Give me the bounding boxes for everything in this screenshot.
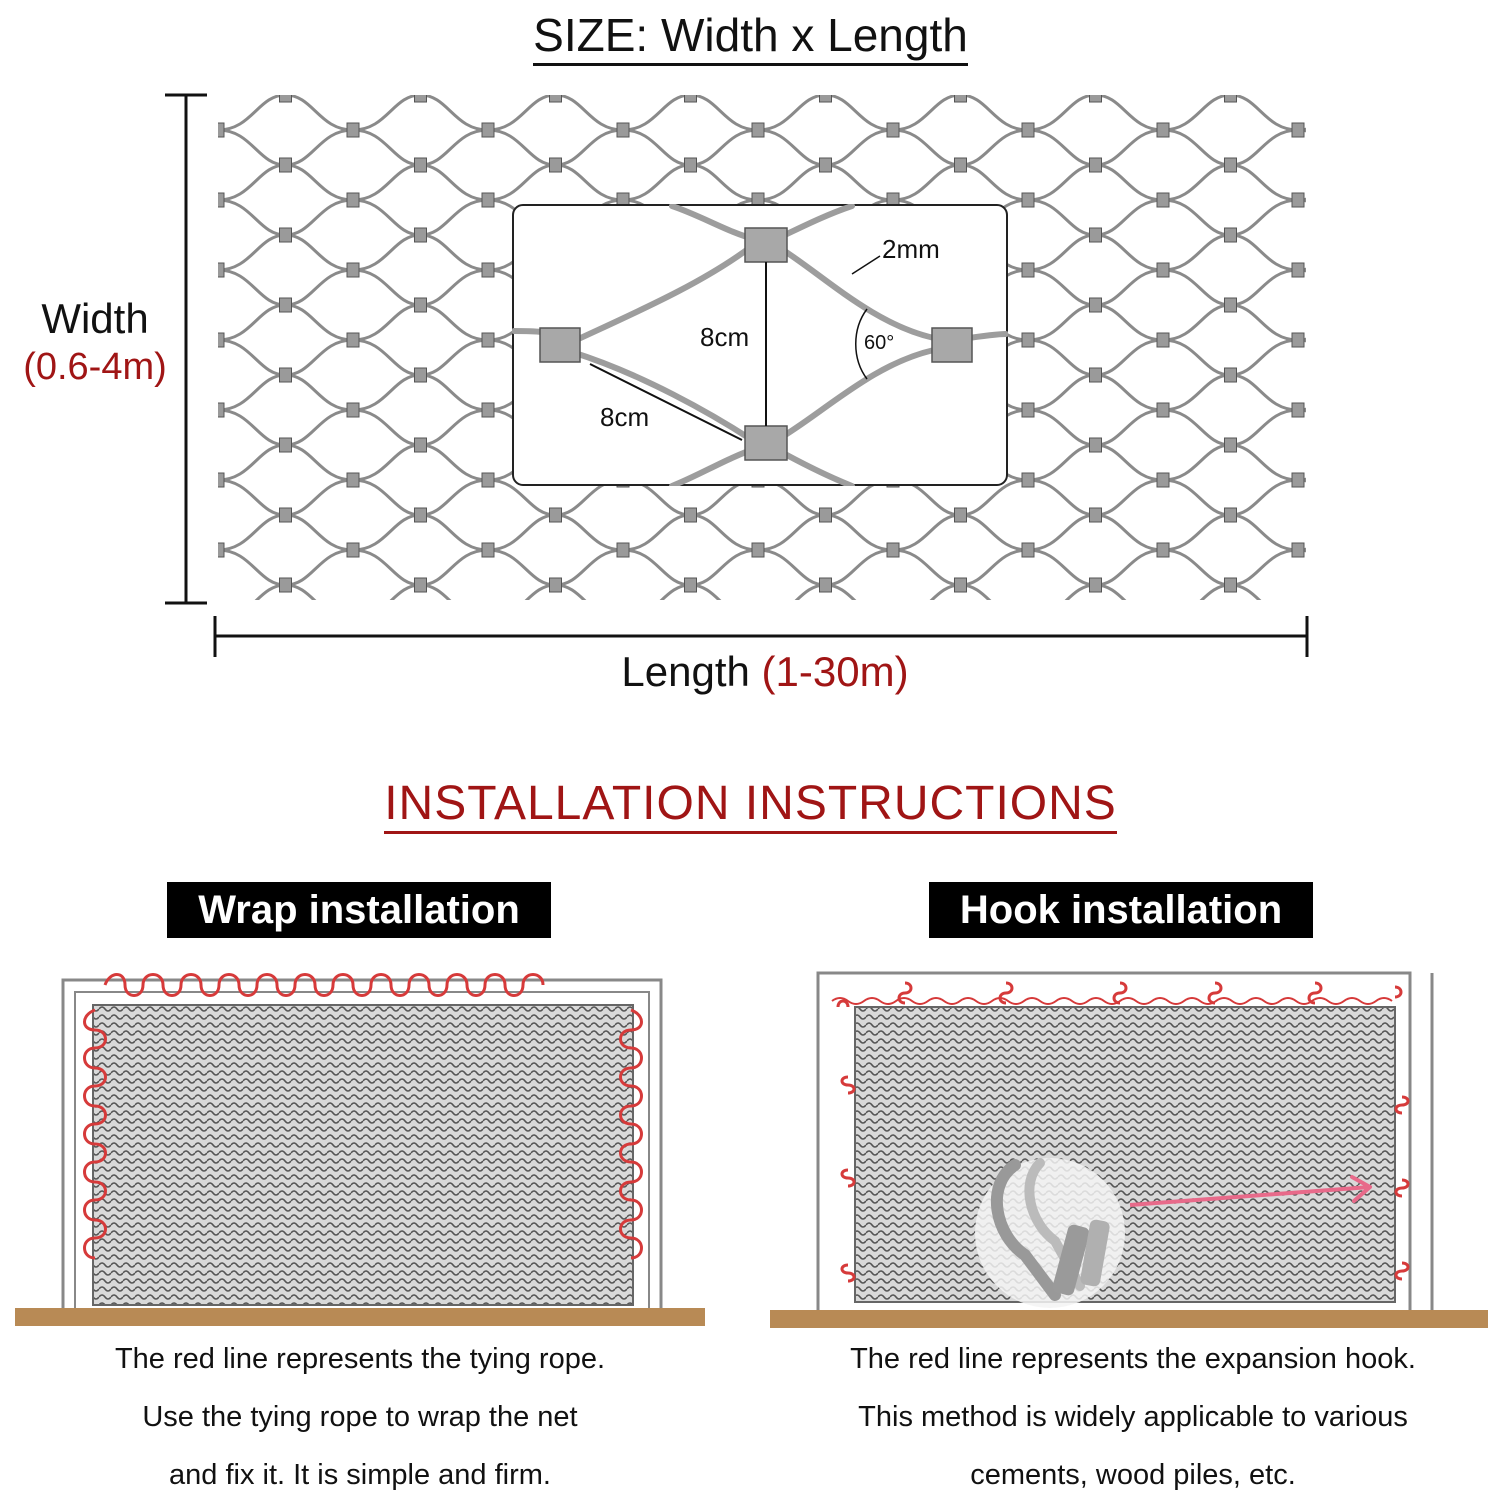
wrap-installation-badge: Wrap installation xyxy=(167,882,551,938)
width-text: Width xyxy=(41,295,149,342)
length-range: (1-30m) xyxy=(761,648,909,695)
width-range: (0.6-4m) xyxy=(23,346,167,388)
mesh-detail-inset xyxy=(512,204,1008,486)
wrap-floor xyxy=(15,1308,705,1326)
hook-photo xyxy=(975,1158,1125,1308)
wrap-net xyxy=(93,1005,633,1305)
hook-description-line: cements, wood piles, etc. xyxy=(970,1459,1296,1491)
wrap-description-line: and fix it. It is simple and firm. xyxy=(169,1459,551,1491)
mesh-height-label: 8cm xyxy=(700,322,750,352)
length-label xyxy=(0,648,1501,696)
ferrule-right xyxy=(932,328,972,362)
ferrule-left xyxy=(540,328,580,362)
hook-description xyxy=(780,1330,1486,1504)
hook-installation-badge: Hook installation xyxy=(929,882,1313,938)
hook-floor xyxy=(770,1310,1488,1328)
length-text: Length xyxy=(621,648,750,695)
hook-net xyxy=(855,1007,1395,1302)
ferrule-top xyxy=(745,228,787,262)
wrap-description xyxy=(15,1330,705,1504)
wrap-description-line: Use the tying rope to wrap the net xyxy=(142,1401,578,1433)
wire-diameter-label: 2mm xyxy=(882,234,940,264)
angle-label: 60° xyxy=(864,332,895,354)
hook-installation-illustration xyxy=(770,965,1490,1330)
width-label xyxy=(0,295,190,391)
wrap-installation-illustration xyxy=(15,965,710,1330)
wrap-description-line: The red line represents the tying rope. xyxy=(114,1343,606,1375)
mesh-side-label: 8cm xyxy=(600,402,650,432)
installation-title: INSTALLATION INSTRUCTIONS xyxy=(0,776,1501,831)
hook-description-line: The red line represents the expansion hook. xyxy=(850,1343,1416,1375)
ferrule-bottom xyxy=(745,426,787,460)
hook-description-line: This method is widely applicable to various xyxy=(858,1401,1408,1433)
size-title: SIZE: Width x Length xyxy=(0,8,1501,62)
